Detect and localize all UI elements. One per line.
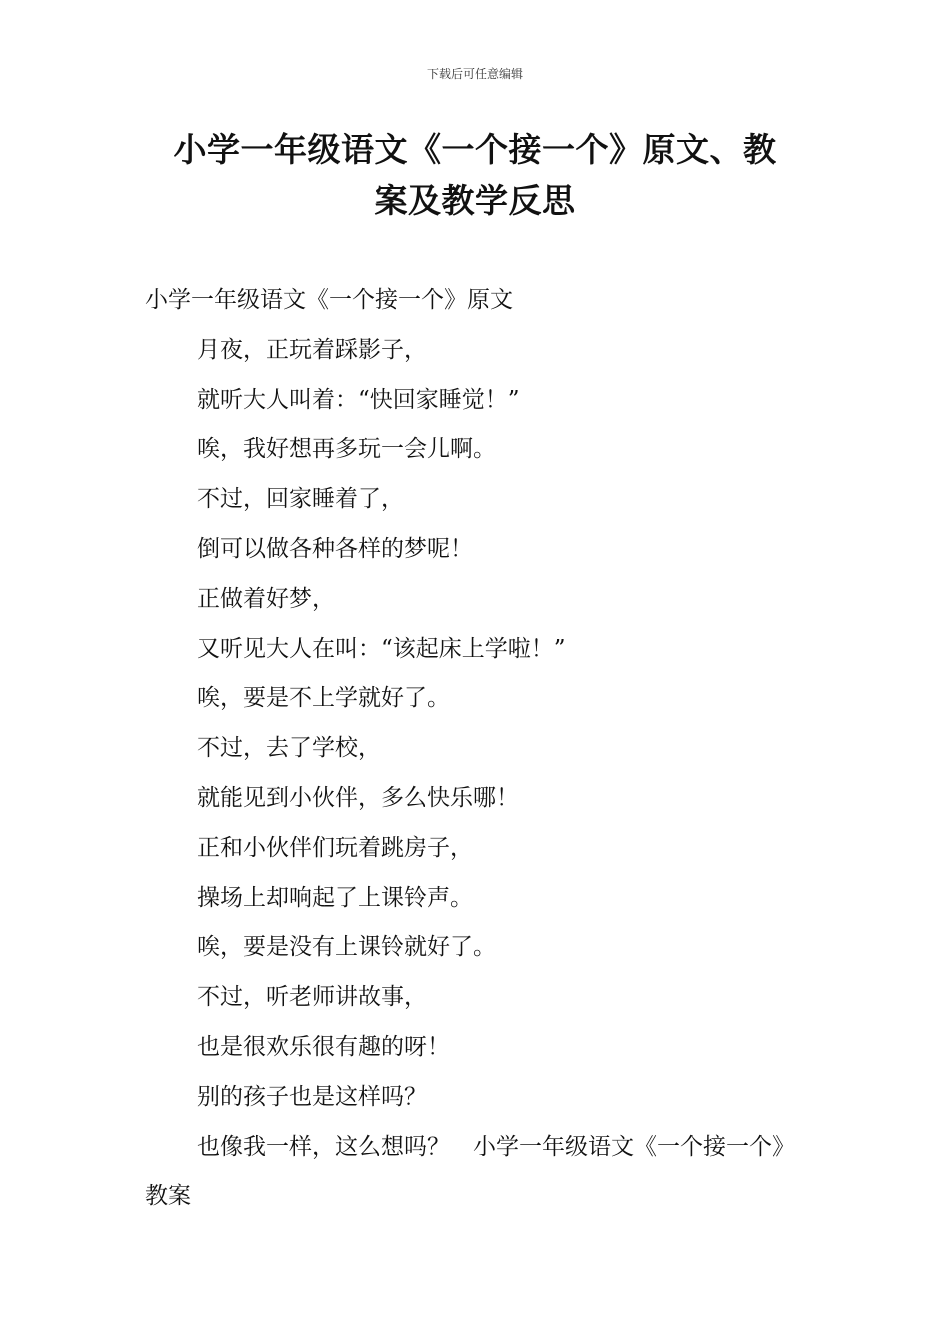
poem-line: 唉，要是没有上课铃就好了。 — [197, 934, 496, 961]
poem-line: 唉，要是不上学就好了。 — [197, 685, 450, 712]
poem-line: 不过，去了学校， — [197, 735, 381, 762]
poem-line: 不过，回家睡着了， — [197, 486, 404, 513]
document-title — [145, 124, 805, 226]
page-header: 下载后可任意编辑 — [426, 67, 523, 81]
title-line-1: 小学一年级语文《一个接一个》原文、教 — [173, 130, 777, 169]
closing-paragraph: 也像我一样，这么想吗？ 小学一年级语文《一个接一个》教案 — [145, 1133, 795, 1210]
title-line-2: 案及教学反思 — [374, 181, 576, 220]
poem-line: 月夜，正玩着踩影子， — [197, 336, 427, 363]
document-body — [145, 276, 810, 1222]
poem-line: 正做着好梦， — [197, 585, 335, 612]
poem-line: 正和小伙伴们玩着跳房子， — [197, 834, 473, 861]
poem-line: 唉，我好想再多玩一会儿啊。 — [197, 436, 496, 463]
section-heading: 小学一年级语文《一个接一个》原文 — [145, 287, 513, 313]
poem-line: 不过，听老师讲故事， — [197, 984, 427, 1011]
poem-line: 就能见到小伙伴，多么快乐哪！ — [197, 784, 519, 811]
poem-line: 别的孩子也是这样吗？ — [197, 1083, 427, 1110]
poem-line: 又听见大人在叫：“该起床上学啦！” — [197, 635, 566, 662]
poem-line: 倒可以做各种各样的梦呢！ — [197, 535, 473, 562]
poem-line: 就听大人叫着：“快回家睡觉！” — [197, 386, 520, 413]
poem-line: 也是很欢乐很有趣的呀！ — [197, 1033, 450, 1060]
poem-line: 操场上却响起了上课铃声。 — [197, 884, 473, 911]
